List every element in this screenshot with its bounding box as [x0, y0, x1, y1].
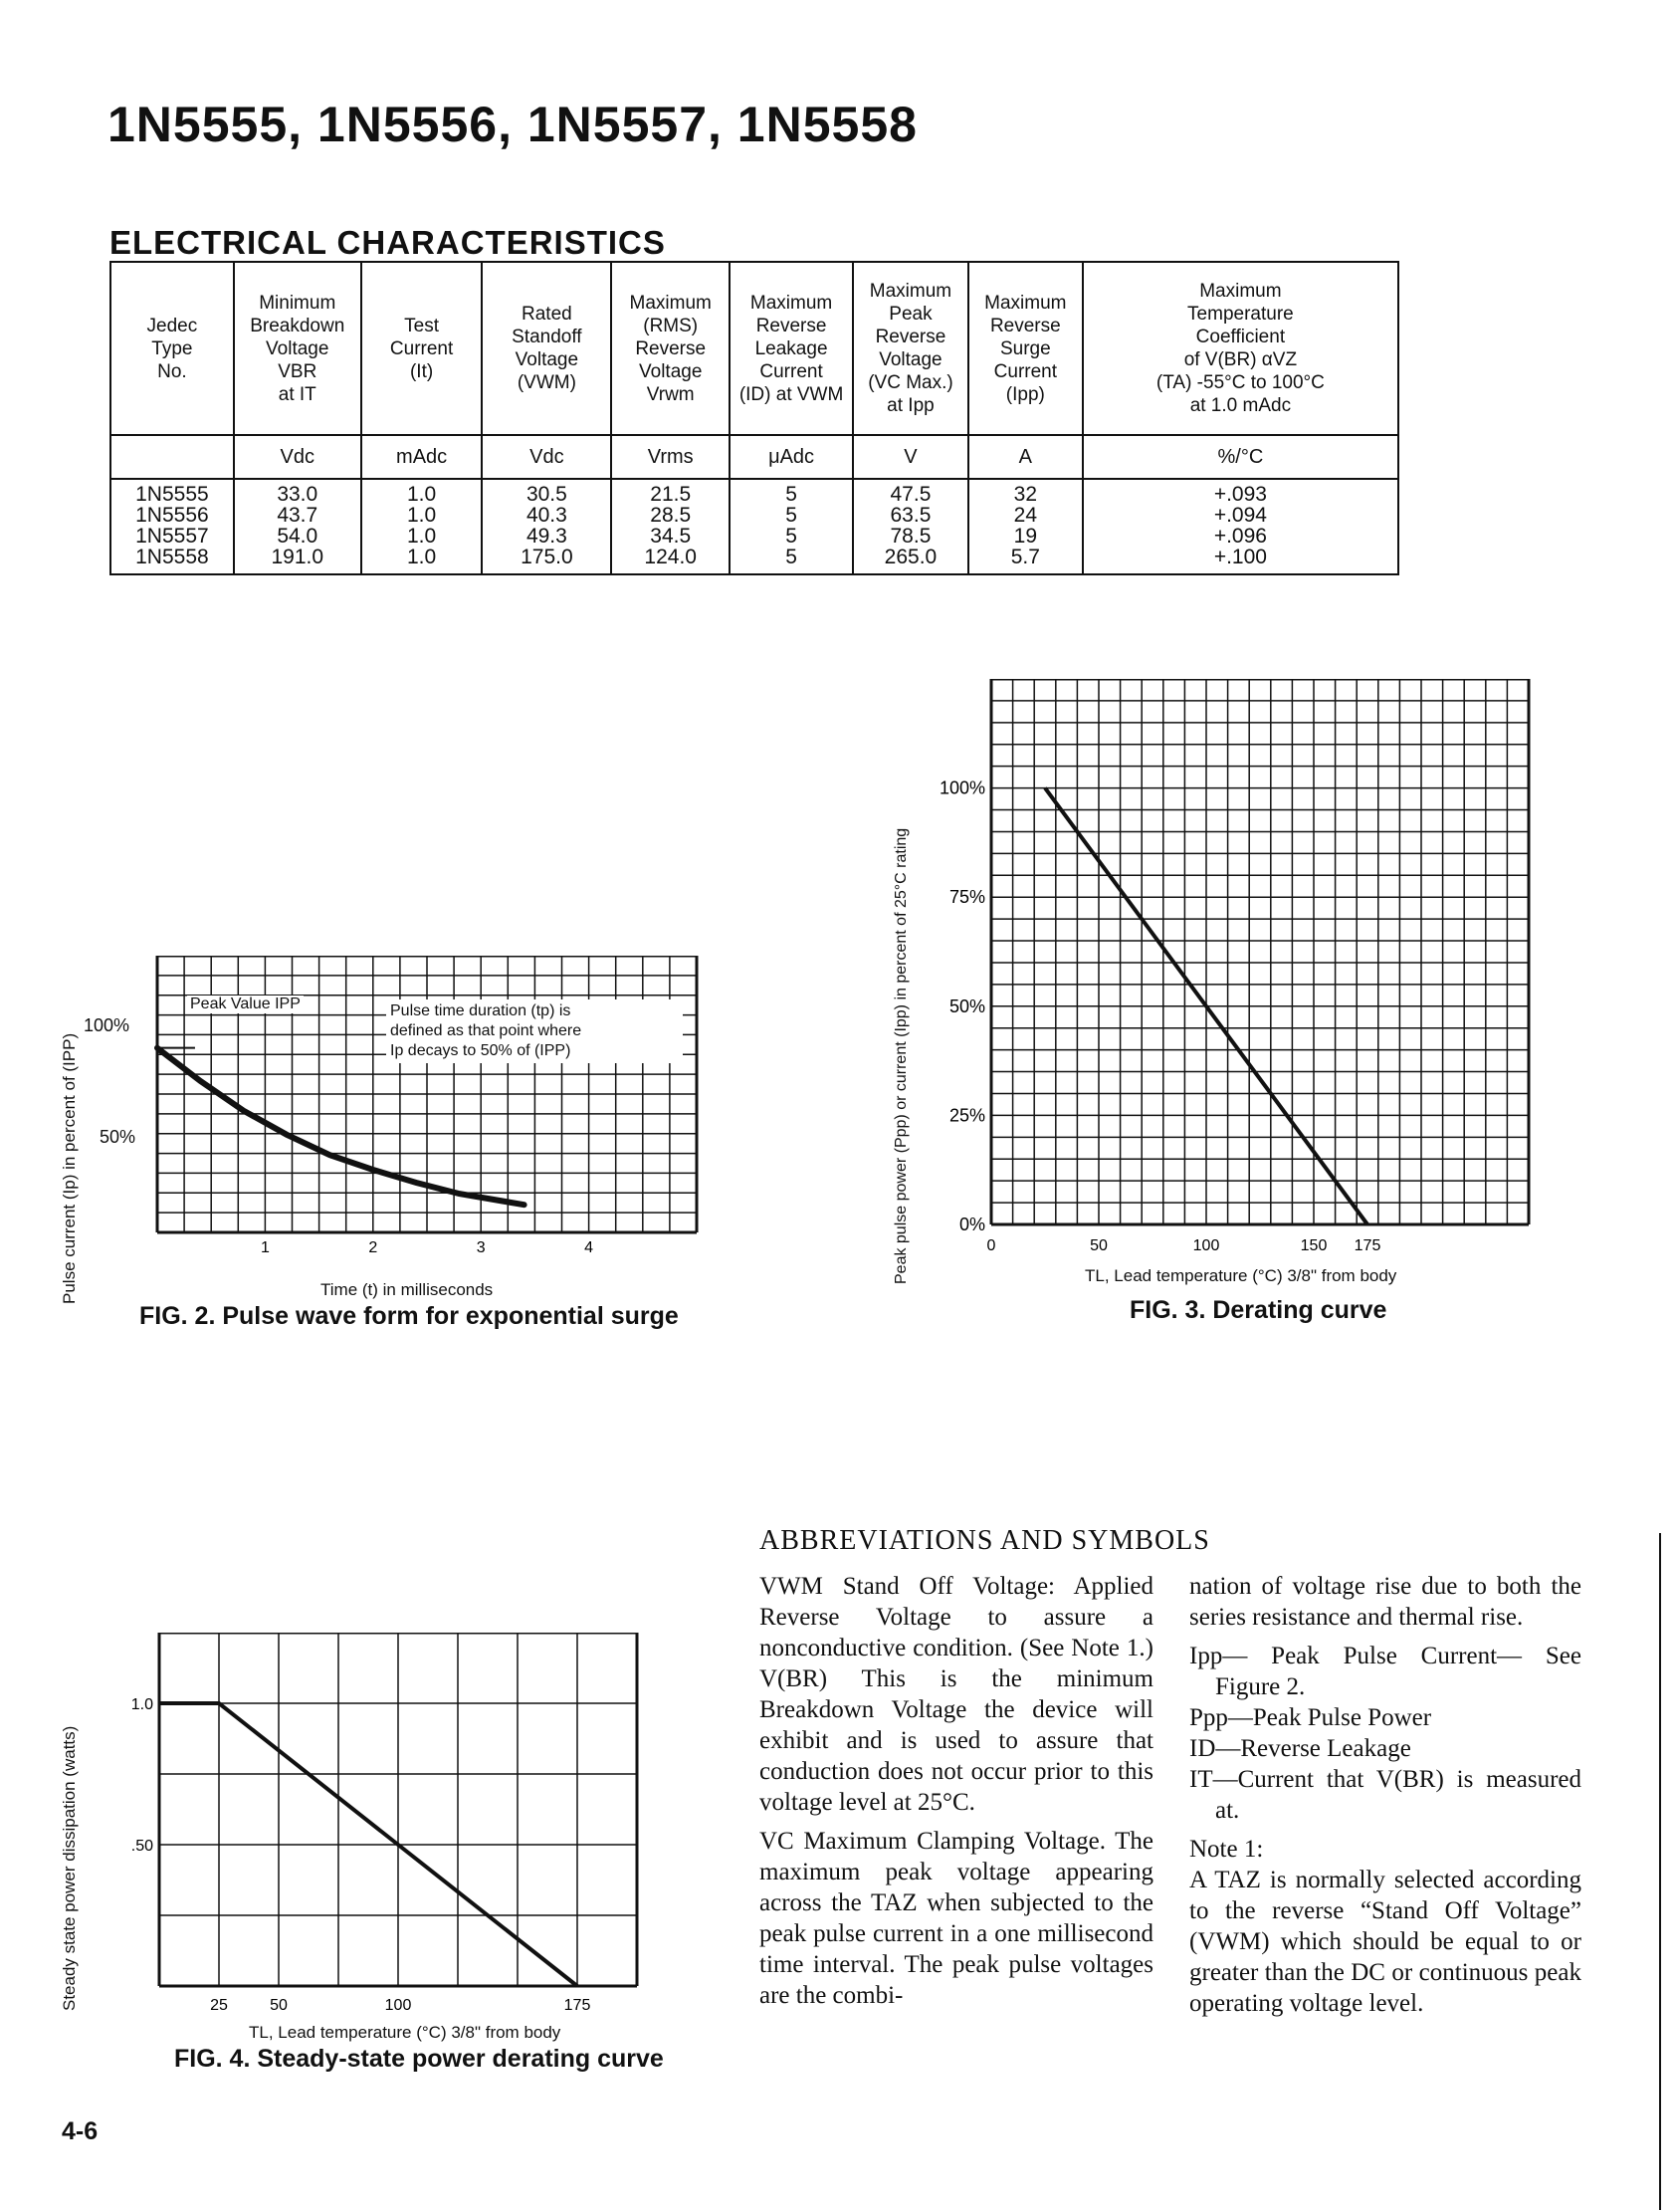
- fig4-ytick-label: 1.0: [130, 1696, 153, 1713]
- fig3-ytick-label: 0%: [958, 1215, 985, 1234]
- fig2-xtick-label: 2: [368, 1239, 378, 1254]
- header-temp-coeff: Maximum Temperature Coefficient of V(BR) αVZ (TA) -55°C to 100°C at 1.0 mAdc: [1083, 262, 1398, 435]
- fig4-caption: FIG. 4. Steady-state power derating curve: [174, 2045, 664, 2073]
- section-title: ELECTRICAL CHARACTERISTICS: [109, 224, 666, 261]
- header-standoff: Rated Standoff Voltage (VWM): [482, 262, 611, 435]
- fig3-ytick-label: 75%: [948, 887, 985, 908]
- fig4-xtick-label: 175: [563, 1997, 591, 2014]
- unit-cell: Vdc: [482, 435, 611, 479]
- fig2-ylabel: Pulse current (Ip) in percent of (IPP): [60, 1032, 79, 1304]
- table-header-row: [110, 262, 1398, 435]
- fig4-ylabel: Steady state power dissipation (watts): [60, 1725, 79, 2011]
- header-jedec: Jedec Type No.: [110, 262, 234, 435]
- header-rms: Maximum (RMS) Reverse Voltage Vrwm: [611, 262, 730, 435]
- fig2-xlabel: Time (t) in milliseconds: [320, 1280, 494, 1299]
- fig3-ytick-label: 100%: [939, 777, 985, 798]
- abbr-vc: VC Maximum Clamping Voltage. The maximum peak voltage appearing across the TAZ when subjected to the peak pulse current in a one millisecond time interval. The peak pulse voltages are the combi-: [759, 1828, 1153, 2009]
- header-leakage: Maximum Reverse Leakage Current (ID) at VWM: [730, 262, 853, 435]
- page-title: 1N5555, 1N5556, 1N5557, 1N5558: [107, 97, 918, 152]
- abbr-it: IT—Current that V(BR) is measured at.: [1189, 1766, 1581, 1824]
- abbreviations-col2: [1189, 1571, 1581, 2019]
- page-edge-rule: [1659, 1533, 1661, 2210]
- note-text: A TAZ is normally selected according to the reverse “Stand Off Voltage” (VWM) which should be equal to or greater than the DC or continuous peak operating voltage level.: [1189, 1867, 1581, 2017]
- fig2-xtick-label: 3: [476, 1239, 486, 1254]
- fig2-annotation: Pulse time duration (tp) is defined as that point where Ip decays to 50% of (IPP): [386, 999, 683, 1063]
- fig4-ytick-label: .50: [130, 1838, 153, 1855]
- table-data-row: [110, 479, 1398, 574]
- abbreviations-col1: [759, 1571, 1153, 2019]
- table-units-row: [110, 435, 1398, 479]
- fig3-xtick-label: 50: [1090, 1237, 1108, 1254]
- fig4-xtick-label: 100: [384, 1997, 412, 2014]
- col-standoff: 30.5 40.3 49.3 175.0: [482, 479, 611, 574]
- fig3-ylabel: Peak pulse power (Ppp) or current (Ipp) in percent of 25°C rating: [893, 827, 910, 1284]
- col-temp-coeff: +.093 +.094 +.096 +.100: [1083, 479, 1398, 574]
- header-test-current: Test Current (It): [361, 262, 483, 435]
- unit-cell: V: [853, 435, 968, 479]
- fig2-caption: FIG. 2. Pulse wave form for exponential surge: [139, 1302, 679, 1330]
- abbr-id: ID—Reverse Leakage: [1189, 1735, 1411, 1762]
- abbr-vwm: VWM Stand Off Voltage: Applied Reverse Voltage to assure a nonconductive condition. (See Note 1.) V(BR) This is the minimum Breakdown Voltage the device will exhibit and is used to assure that conduction does not occur prior to this voltage level at 25°C.: [759, 1573, 1153, 1816]
- unit-cell: A: [968, 435, 1083, 479]
- fig4-xlabel: TL, Lead temperature (°C) 3/8" from body: [249, 2023, 561, 2042]
- col-jedec: 1N5555 1N5556 1N5557 1N5558: [110, 479, 234, 574]
- header-surge-current: Maximum Reverse Surge Current (Ipp): [968, 262, 1083, 435]
- fig2-ytick-label: 50%: [100, 1127, 136, 1147]
- fig3-caption: FIG. 3. Derating curve: [1130, 1296, 1387, 1324]
- col-breakdown: 33.0 43.7 54.0 191.0: [234, 479, 361, 574]
- unit-cell: mAdc: [361, 435, 483, 479]
- fig2-xtick-label: 4: [584, 1239, 594, 1254]
- fig2-ytick-label: 100%: [84, 1015, 130, 1035]
- page-number: 4-6: [62, 2117, 99, 2145]
- col-surge-current: 32 24 19 5.7: [968, 479, 1083, 574]
- note-title: Note 1:: [1189, 1836, 1264, 1863]
- unit-cell: Vrms: [611, 435, 730, 479]
- header-peak-voltage: Maximum Peak Reverse Voltage (VC Max.) at Ipp: [853, 262, 968, 435]
- unit-cell: %/°C: [1083, 435, 1398, 479]
- fig4-xtick-label: 25: [210, 1997, 228, 2014]
- fig3-xtick-label: 175: [1354, 1237, 1381, 1254]
- fig2-xtick-label: 1: [260, 1239, 270, 1254]
- electrical-characteristics-table: [109, 261, 1399, 575]
- col-test-current: 1.0 1.0 1.0 1.0: [361, 479, 483, 574]
- unit-cell: [110, 435, 234, 479]
- fig3-ytick-label: 25%: [948, 1105, 985, 1126]
- unit-cell: μAdc: [730, 435, 853, 479]
- abbr-ppp: Ppp—Peak Pulse Power: [1189, 1704, 1432, 1731]
- fig3-chart: [936, 679, 1543, 1256]
- fig2-pulse-curve: [157, 1048, 524, 1206]
- col-leakage: 5 5 5 5: [730, 479, 853, 574]
- col-rms: 21.5 28.5 34.5 124.0: [611, 479, 730, 574]
- fig3-xtick-label: 100: [1192, 1237, 1220, 1254]
- fig3-xlabel: TL, Lead temperature (°C) 3/8" from body: [1085, 1266, 1397, 1285]
- fig3-xtick-label: 150: [1300, 1237, 1328, 1254]
- header-breakdown: Minimum Breakdown Voltage VBR at IT: [234, 262, 361, 435]
- fig4-xtick-label: 50: [270, 1997, 288, 2014]
- col-peak-voltage: 47.5 63.5 78.5 265.0: [853, 479, 968, 574]
- fig3-ytick-label: 50%: [948, 995, 985, 1016]
- abbreviations-title: ABBREVIATIONS AND SYMBOLS: [759, 1525, 1210, 1556]
- fig3-xtick-label: 0: [986, 1237, 996, 1254]
- abbr-ipp: Ipp— Peak Pulse Current— See Figure 2.: [1189, 1643, 1581, 1700]
- unit-cell: Vdc: [234, 435, 361, 479]
- fig4-chart: [109, 1633, 667, 2021]
- abbr-continuation: nation of voltage rise due to both the series resistance and thermal rise.: [1189, 1573, 1581, 1631]
- fig2-peak-label: Peak Value IPP: [187, 995, 304, 1013]
